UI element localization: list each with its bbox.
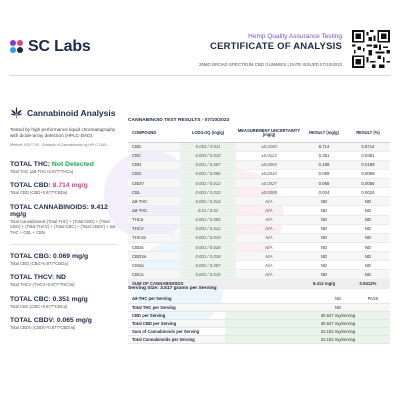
total-thcv-block (10, 274, 118, 287)
uncertainty-cell: N/A (236, 243, 302, 252)
uncertainty-cell: N/A (236, 270, 302, 279)
table-row (128, 151, 390, 160)
uncertainty-cell: ±0.0054 (236, 160, 302, 169)
header-divider (10, 75, 390, 76)
serving-spacer (225, 335, 320, 343)
cannabis-leaf-icon (10, 106, 23, 119)
result-mg-cell: ND (302, 243, 346, 252)
serving-value: 33.102 mg/serving (320, 337, 356, 343)
lod-loq-cell: 0.002 / 0.012 (180, 179, 236, 188)
lod-loq-cell: 0.004 / 0.011 (180, 142, 236, 151)
document-title: CERTIFICATE OF ANALYSIS (210, 41, 342, 52)
total-cbdv-label: TOTAL CBDV: 0.065 mg/g (10, 317, 92, 325)
result-mg-cell: ND (302, 252, 346, 261)
result-mg-cell: ND (302, 270, 346, 279)
table-row (128, 179, 390, 188)
total-thc-value: Not Detected (51, 160, 94, 168)
sum-pct: 0.9412% (346, 279, 390, 288)
serving-row (128, 327, 390, 335)
total-cbd-label: TOTAL CBD: (10, 182, 51, 190)
serving-value: ND (320, 303, 356, 311)
result-pct-cell: 0.0189 (346, 160, 390, 169)
serving-status (356, 335, 390, 343)
result-mg-cell: 0.189 (302, 160, 346, 169)
result-pct-cell: ND (346, 206, 390, 215)
uncertainty-cell: ±0.0027 (236, 179, 302, 188)
result-pct-cell: ND (346, 261, 390, 270)
serving-size-title: Serving Size: 3.517 grams per Serving (128, 286, 217, 291)
uncertainty-cell: ±0.3250 (236, 142, 302, 151)
serving-body (128, 295, 390, 344)
total-cbg-label: TOTAL CBG: 0.069 mg/g (10, 252, 89, 260)
result-mg-cell: ND (302, 197, 346, 206)
total-cbd-value: 8.714 mg/g (52, 182, 88, 190)
qr-code-graphic (352, 30, 390, 68)
result-mg-cell: 0.351 (302, 151, 346, 160)
lod-loq-cell: 0.001 / 0.007 (180, 160, 236, 169)
serving-table (128, 295, 390, 344)
results-header-row (128, 125, 390, 142)
serving-spacer (225, 327, 320, 335)
cannabinoid-results-table (128, 125, 390, 289)
col-compound: COMPOUND (128, 125, 180, 142)
total-cannabinoids-formula: Total Cannabinoids (Total THC) + (Total CBD) + (Total CBG) + (Total THCV) + (Total CBC) + (Total CBDV) + Δ8-THC + CBL + CBN (10, 218, 117, 235)
total-cbc-block (10, 296, 118, 309)
serving-label: Total THC per Serving (128, 303, 225, 311)
uncertainty-cell: N/A (236, 224, 302, 233)
result-mg-cell: 0.024 (302, 188, 346, 197)
lod-loq-cell: 0.002 / 0.012 (180, 224, 236, 233)
serving-value: ND (320, 295, 356, 303)
cannabinoid-summary-panel (10, 106, 118, 331)
lod-loq-cell: 0.002 / 0.015 (180, 270, 236, 279)
compound-cell: CBDVa (128, 252, 180, 261)
result-mg-cell: ND (302, 233, 346, 242)
serving-status: PASS (356, 295, 390, 303)
results-title: CANNABINOID TEST RESULTS - 07/10/2023 (128, 118, 230, 123)
lod-loq-cell: 0.001 / 0.018 (180, 252, 236, 261)
compound-cell: CBDa (128, 243, 180, 252)
col-uncertainty: MEASUREMENT UNCERTAINTY (mg/g) (236, 125, 302, 142)
compound-cell: Δ8-THC (128, 206, 180, 215)
result-mg-cell: 0.069 (302, 169, 346, 178)
compound-cell: CBG (128, 169, 180, 178)
result-pct-cell: 0.8714 (346, 142, 390, 151)
serving-row (128, 319, 390, 327)
result-pct-cell: ND (346, 197, 390, 206)
result-pct-cell: ND (346, 215, 390, 224)
lod-loq-cell: 0.01 / 0.02 (180, 206, 236, 215)
serving-status (356, 319, 390, 327)
table-row (128, 252, 390, 261)
table-row (128, 206, 390, 215)
compound-cell: CBC (128, 151, 180, 160)
result-pct-cell: ND (346, 233, 390, 242)
compound-cell: CBGa (128, 261, 180, 270)
sum-label: SUM OF CANNABINOIDS (128, 279, 302, 288)
result-mg-cell: ND (302, 215, 346, 224)
compound-cell: CBDV (128, 179, 180, 188)
section-header (10, 106, 118, 119)
lod-loq-cell: 0.002 / 0.014 (180, 197, 236, 206)
total-cbc-label: TOTAL CBC: 0.351 mg/g (10, 295, 88, 303)
result-pct-cell: 0.0065 (346, 179, 390, 188)
compound-cell: THCa (128, 215, 180, 224)
total-cbdv-block (10, 317, 118, 330)
table-row (128, 142, 390, 151)
result-pct-cell: ND (346, 224, 390, 233)
compound-cell: THCVa (128, 233, 180, 242)
result-mg-cell: ND (302, 224, 346, 233)
method-description: Tested by high performance liquid chromatography with diode-array detection (HPLC-DAD). (10, 127, 116, 139)
summary-divider (10, 235, 118, 245)
lod-loq-cell: 0.002 / 0.019 (180, 233, 236, 242)
serving-label: Total Cannabinoids per Serving (128, 335, 225, 343)
serving-spacer (225, 319, 320, 327)
table-row (128, 270, 390, 279)
qr-code-icon[interactable] (352, 30, 390, 68)
uncertainty-cell: N/A (236, 233, 302, 242)
table-row (128, 197, 390, 206)
total-cbg-block (10, 253, 118, 266)
result-mg-cell: 0.065 (302, 179, 346, 188)
title-line-1: Hemp Quality Assurance Testing (248, 33, 342, 40)
serving-label: Total CBD per Serving (128, 319, 225, 327)
serving-row (128, 311, 390, 319)
total-thc-label: TOTAL THC: (10, 160, 51, 168)
compound-cell: CBD (128, 142, 180, 151)
lod-loq-cell: 0.003 / 0.010 (180, 151, 236, 160)
table-row (128, 233, 390, 242)
total-cannabinoids-block (10, 204, 118, 235)
uncertainty-cell: ±0.0009 (236, 188, 302, 197)
total-cbd-block (10, 182, 118, 195)
compound-cell: CBN (128, 160, 180, 169)
table-row (128, 224, 390, 233)
total-cannabinoids-label: TOTAL CANNABINOIDS: 9.412 mg/g (10, 203, 108, 218)
table-row (128, 188, 390, 197)
serving-status (356, 311, 390, 319)
serving-label: Sum of Cannabinoids per Serving (128, 327, 225, 335)
col-result-pct: RESULT (%) (346, 125, 390, 142)
compound-cell: CBCa (128, 270, 180, 279)
uncertainty-cell: N/A (236, 261, 302, 270)
result-mg-cell: 8.714 (302, 142, 346, 151)
total-thcv-label: TOTAL THCV: ND (10, 274, 66, 282)
serving-value: 30.647 mg/serving (320, 312, 356, 318)
document-title-block (210, 33, 342, 52)
serving-row (128, 335, 390, 343)
table-row (128, 160, 390, 169)
result-pct-cell: ND (346, 243, 390, 252)
col-lod-loq: LOD/LOQ (mg/g) (180, 125, 236, 142)
table-row (128, 243, 390, 252)
col-result-mg: RESULT (mg/g) (302, 125, 346, 142)
method-reference: Method: SOP T.40 - Analysis of Cannabinoids by HPLC-DAD (10, 142, 107, 147)
brand-name: SC Labs (28, 38, 91, 55)
uncertainty-cell: N/A (236, 206, 302, 215)
product-subtitle: 25MG BROAD SPECTRUM CBD GUMMIES | DATE ISSUED 07/10/2023 (198, 62, 342, 67)
total-cbdv-formula: Total CBDV (CBDV+0.877*CBDVa) (10, 325, 76, 331)
sc-labs-logo[interactable] (10, 38, 91, 56)
total-cbd-formula: Total CBD (CBD+0.877*CBDa) (10, 190, 68, 196)
section-title: Cannabinoid Analysis (27, 107, 116, 118)
uncertainty-cell: ±0.0033 (236, 169, 302, 178)
total-cbc-formula: Total CBC (CBC+0.877*CBCa) (10, 303, 68, 309)
lod-loq-cell: 0.002 / 0.006 (180, 169, 236, 178)
serving-spacer (225, 311, 320, 319)
result-pct-cell: 0.0069 (346, 169, 390, 178)
uncertainty-cell: N/A (236, 197, 302, 206)
serving-label: CBD per Serving (128, 311, 225, 319)
serving-row (128, 303, 390, 311)
result-pct-cell: ND (346, 270, 390, 279)
sc-labs-logo-icon (10, 40, 24, 54)
compound-cell: CBL (128, 188, 180, 197)
lod-loq-cell: 0.001 / 0.005 (180, 215, 236, 224)
compound-cell: Δ9-THC (128, 197, 180, 206)
table-row (128, 169, 390, 178)
results-body (128, 142, 390, 288)
lod-loq-cell: 0.001 / 0.026 (180, 243, 236, 252)
result-pct-cell: ND (346, 252, 390, 261)
serving-row (128, 295, 390, 303)
compound-cell: THCV (128, 224, 180, 233)
serving-value: 30.647 mg/serving (320, 320, 356, 326)
serving-label: Δ9-THC per Serving (128, 295, 225, 303)
uncertainty-cell: ±0.0113 (236, 151, 302, 160)
lod-loq-cell: 0.003 / 0.010 (180, 188, 236, 197)
table-row (128, 215, 390, 224)
uncertainty-cell: N/A (236, 252, 302, 261)
serving-status (356, 303, 390, 311)
total-thc-block (10, 161, 118, 174)
serving-spacer (225, 295, 320, 303)
lod-loq-cell: 0.002 / 0.007 (180, 261, 236, 270)
total-thc-formula: Total THC (Δ9-THC+0.877*THCa) (10, 168, 74, 174)
result-mg-cell: ND (302, 261, 346, 270)
result-mg-cell: ND (302, 206, 346, 215)
serving-spacer (225, 303, 320, 311)
table-row (128, 261, 390, 270)
sum-mg: 9.412 mg/g (302, 279, 346, 288)
serving-value: 33.102 mg/serving (320, 328, 356, 334)
result-pct-cell: 0.0024 (346, 188, 390, 197)
total-cbg-formula: Total CBG (CBG+0.877*CBGa) (10, 260, 69, 266)
total-thcv-formula: Total THCV (THCV+0.877*THCVa) (10, 282, 75, 288)
uncertainty-cell: N/A (236, 215, 302, 224)
serving-status (356, 327, 390, 335)
result-pct-cell: 0.0351 (346, 151, 390, 160)
